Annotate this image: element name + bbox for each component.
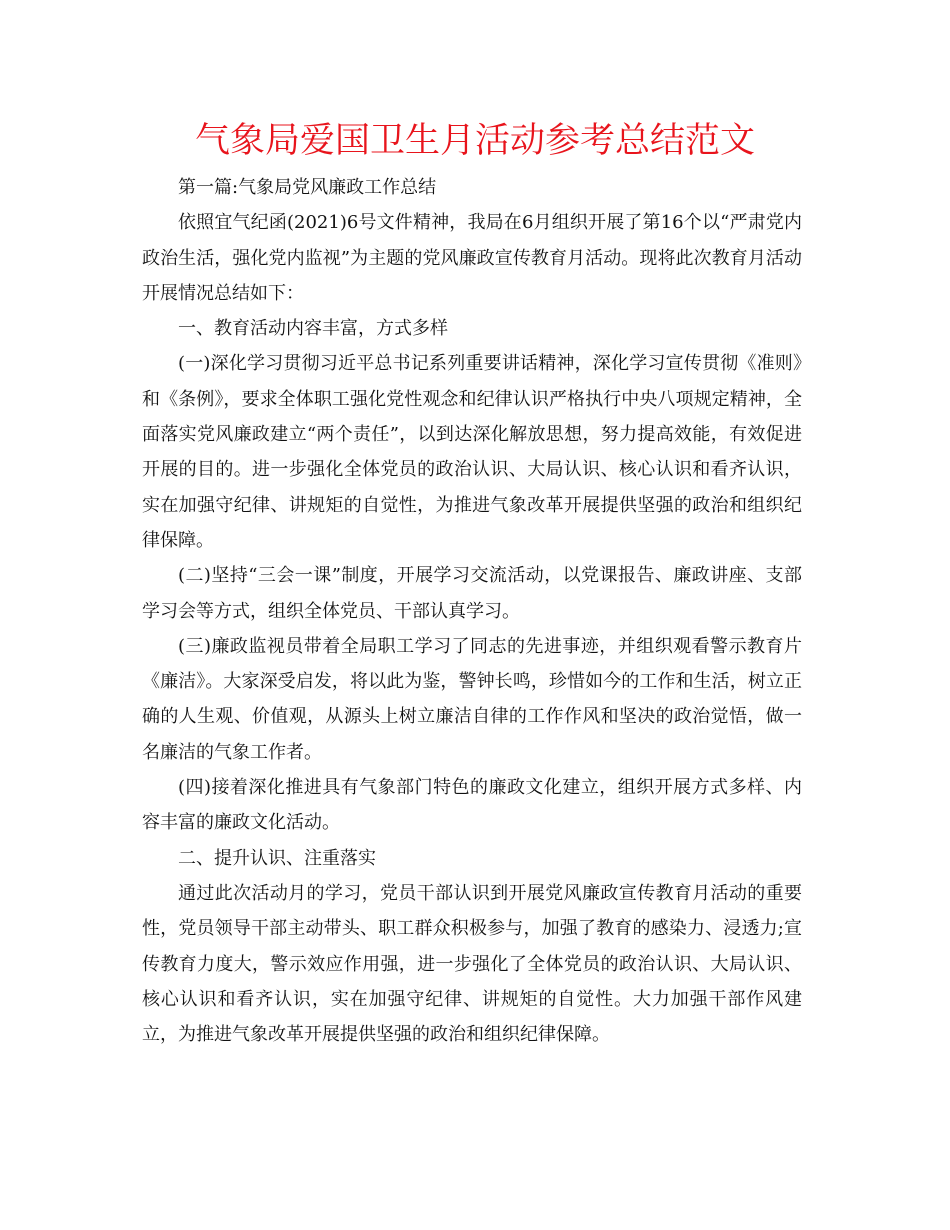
paragraph: (三)廉政监视员带着全局职工学习了同志的先进事迹，并组织观看警示教育片《廉洁》。大家深受启发，将以此为鉴，警钟长鸣，珍惜如今的工作和生活，树立正确的人生观、价值观，从源头上树立廉洁自律的工作作风和坚决的政治觉悟，做一名廉洁的气象工作者。 xyxy=(142,635,802,763)
subheading: 二、提升认识、注重落实 xyxy=(178,847,376,869)
paragraph: 依照宜气纪函(2021)6号文件精神，我局在6月组织开展了第16个以“严肃党内政治生活，强化党内监视”为主题的党风廉政宣传教育月活动。现将此次教育月活动开展情况总结如下： xyxy=(142,212,802,304)
document-body xyxy=(142,170,802,1052)
document-title: 气象局爱国卫生月活动参考总结范文 xyxy=(194,121,755,161)
paragraph: 通过此次活动月的学习，党员干部认识到开展党风廉政宣传教育月活动的重要性，党员领导干部主动带头、职工群众积极参与，加强了教育的感染力、浸透力;宣传教育力度大，警示效应作用强，进一步强化了全体党员的政治认识、大局认识、核心认识和看齐认识，实在加强守纪律、讲规矩的自觉性。大力加强干部作风建立，为推进气象改革开展提供坚强的政治和组织纪律保障。 xyxy=(142,882,802,1046)
paragraph: (一)深化学习贯彻习近平总书记系列重要讲话精神，深化学习宣传贯彻《准则》和《条例》，要求全体职工强化党性观念和纪律认识严格执行中央八项规定精神，全面落实党风廉政建立“两个责任”，以到达深化解放思想，努力提高效能，有效促进开展的目的。进一步强化全体党员的政治认识、大局认识、核心认识和看齐认识，实在加强守纪律、讲规矩的自觉性，为推进气象改革开展提供坚强的政治和组织纪律保障。 xyxy=(142,353,802,551)
paragraph: (四)接着深化推进具有气象部门特色的廉政文化建立，组织开展方式多样、内容丰富的廉政文化活动。 xyxy=(142,777,802,834)
subheading: 一、教育活动内容丰富，方式多样 xyxy=(178,318,448,340)
paragraph: (二)坚持“三会一课”制度，开展学习交流活动，以党课报告、廉政讲座、支部学习会等方式，组织全体党员、干部认真学习。 xyxy=(142,565,802,622)
section-heading: 第一篇:气象局党风廉政工作总结 xyxy=(178,177,437,198)
